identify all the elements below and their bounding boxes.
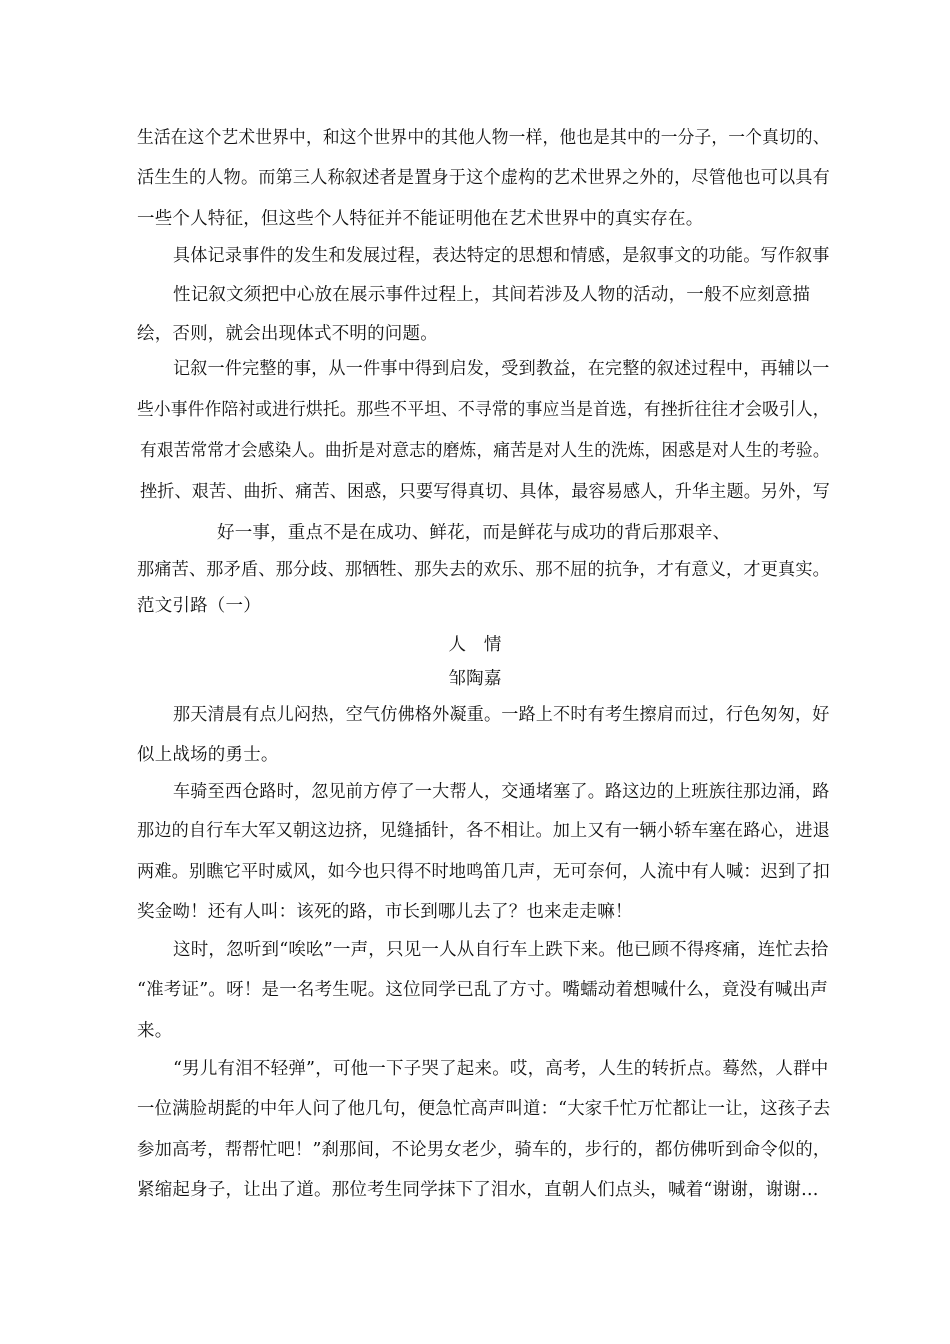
text-line: 一些个人特征，但这些个人特征并不能证明他在艺术世界中的真实存在。 (137, 209, 704, 229)
text-line: 参加高考，帮帮忙吧！”刹那间，不论男女老少，骑车的，步行的，都仿佛听到命令似的， (137, 1140, 831, 1160)
text-line: 有艰苦常常才会感染人。曲折是对意志的磨炼，痛苦是对人生的洗炼，困惑是对人生的考验。 (140, 441, 830, 461)
text-line: 绘，否则，就会出现体式不明的问题。 (137, 324, 438, 344)
text-line: 车骑至西仓路时，忽见前方停了一大帮人，交通堵塞了。路这边的上班族往那边涌，路 (173, 782, 830, 802)
text-line: 性记叙文须把中心放在展示事件过程上，其间若涉及人物的活动，一般不应刻意描 (173, 285, 811, 305)
text-line: 两难。别瞧它平时威风，如今也只得不时地鸣笛几声，无可奈何，人流中有人喊：迟到了扣 (137, 862, 830, 882)
text-line: 来。 (137, 1021, 173, 1041)
essay-title: 人 情 (448, 635, 502, 655)
essay-author: 邹陶嘉 (448, 669, 502, 689)
text-line: 那边的自行车大军又朝这边挤，见缝插针，各不相让。加上又有一辆小轿车塞在路心，进退 (137, 821, 830, 841)
text-line: 记叙一件完整的事，从一件事中得到启发，受到教益，在完整的叙述过程中，再辅以一 (173, 359, 830, 379)
text-line: 生活在这个艺术世界中，和这个世界中的其他人物一样，他也是其中的一分子，一个真切的、 (137, 128, 830, 148)
text-line: “男儿有泪不轻弹”，可他一下子哭了起来。哎，高考，人生的转折点。蓦然，人群中 (173, 1059, 829, 1079)
text-line: 紧缩起身子，让出了道。那位考生同学抹下了泪水，直朝人们点头，喊着“谢谢，谢谢… (137, 1180, 819, 1200)
text-line: 那痛苦、那矛盾、那分歧、那牺牲、那失去的欢乐、那不屈的抗争，才有意义，才更真实。 (137, 560, 830, 580)
text-line: 好一事，重点不是在成功、鲜花，而是鲜花与成功的背后那艰辛、 (217, 523, 731, 543)
text-line: 具体记录事件的发生和发展过程，表达特定的思想和情感，是叙事文的功能。写作叙事 (173, 246, 830, 266)
text-line: 似上战场的勇士。 (137, 745, 279, 765)
section-label: 范文引路（一） (137, 596, 261, 616)
text-line: 那天清晨有点儿闷热，空气仿佛格外凝重。一路上不时有考生擦肩而过，行色匆匆，好 (173, 705, 830, 725)
text-line: 这时，忽听到“唉吆”一声，只见一人从自行车上跌下来。他已顾不得疼痛，连忙去拾 (173, 940, 829, 960)
text-line: 挫折、艰苦、曲折、痛苦、困惑，只要写得真切、具体，最容易感人，升华主题。另外，写 (140, 482, 831, 502)
text-line: “准考证”。呀！是一名考生呢。这位同学已乱了方寸。嘴蠕动着想喊什么，竟没有喊出声 (137, 980, 828, 1000)
text-line: 一位满脸胡髭的中年人问了他几句，便急忙高声叫道：“大家千忙万忙都让一让，这孩子去 (137, 1099, 831, 1119)
text-line: 奖金呦！还有人叫：该死的路，市长到哪儿去了？也来走走嘛！ (137, 902, 633, 922)
text-line: 活生生的人物。而第三人称叙述者是置身于这个虚构的艺术世界之外的，尽管他也可以具有 (137, 168, 830, 188)
text-line: 些小事件作陪衬或进行烘托。那些不平坦、不寻常的事应当是首选，有挫折往往才会吸引人， (137, 400, 830, 420)
